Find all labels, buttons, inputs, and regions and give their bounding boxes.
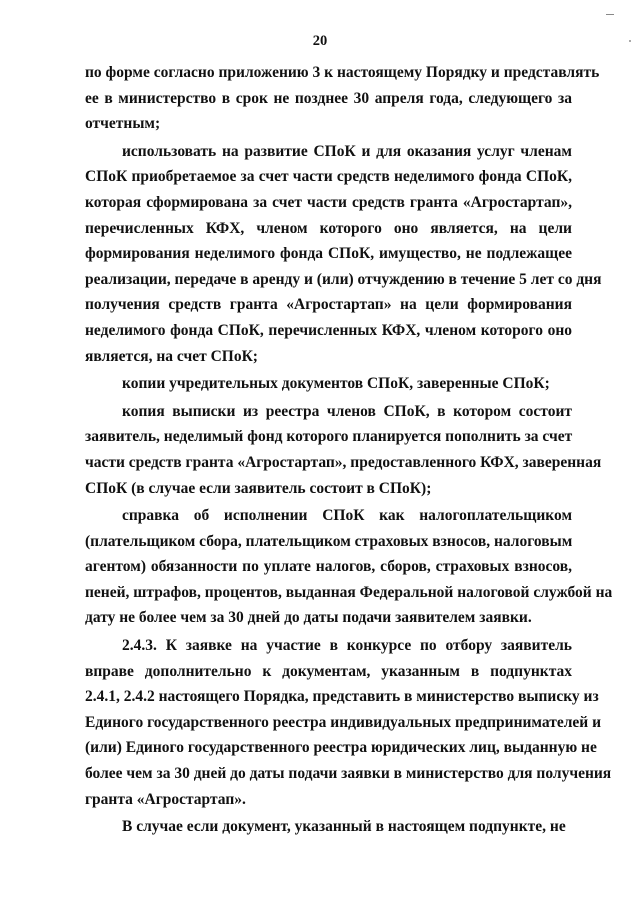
text-line: более чем за 30 дней до даты подачи заявки в министерство для получения	[85, 765, 612, 783]
text-line: является, на счет СПоК;	[85, 347, 258, 365]
paragraph	[85, 139, 602, 369]
page-number: 20	[312, 33, 328, 49]
text-line: пеней, штрафов, процентов, выданная Федеральной налоговой службой на	[85, 583, 613, 601]
text-line: копия выписки из реестра членов СПоК, в котором состоит	[122, 402, 572, 420]
text-line: СПоК (в случае если заявитель состоит в СПоК);	[85, 479, 432, 497]
text-line: копии учредительных документов СПоК, заверенные СПоК;	[122, 375, 550, 393]
paragraph	[85, 399, 602, 501]
text-line: дату не более чем за 30 дней до даты подачи заявителем заявки.	[85, 609, 532, 627]
paragraph	[85, 60, 600, 137]
text-line: агентом) обязанности по уплате налогов, сборов, страховых взносов,	[85, 558, 572, 576]
text-line: которая сформирована за счет части средств гранта «Агростартап»,	[85, 193, 572, 211]
text-line: справка об исполнении СПоК как налогоплательщиком	[122, 507, 572, 525]
text-line: Единого государственного реестра индивидуальных предпринимателей и	[85, 713, 602, 731]
text-line: отчетным;	[85, 115, 161, 133]
text-line: ее в министерство в срок не позднее 30 апреля года, следующего за	[85, 89, 572, 107]
text-line: части средств гранта «Агростартап», предоставленного КФХ, заверенная	[85, 453, 602, 471]
text-line: перечисленных КФХ, членом которого оно является, на цели	[85, 219, 572, 237]
text-line: по форме согласно приложению 3 к настоящему Порядку и представлять	[85, 64, 600, 81]
text-line: СПоК приобретаемое за счет части средств неделимого фонда СПоК,	[85, 168, 572, 186]
paragraph	[85, 371, 572, 397]
document-body	[85, 60, 613, 842]
text-line: неделимого фонда СПоК, перечисленных КФХ, членом которого оно	[85, 321, 572, 339]
paragraph	[85, 814, 572, 840]
text-line: использовать на развитие СПоК и для оказания услуг членам	[122, 142, 572, 160]
text-line: вправе дополнительно к документам, указанным в подпунктах	[85, 662, 572, 680]
text-line: формирования неделимого фонда СПоК, имущество, не подлежащее	[85, 245, 572, 263]
scan-mark	[606, 14, 614, 15]
text-line: (плательщиком сбора, плательщиком страховых взносов, налоговым	[85, 532, 573, 550]
text-line: заявитель, неделимый фонд которого планируется пополнить за счет	[85, 428, 573, 446]
paragraph	[85, 503, 613, 631]
text-line: получения средств гранта «Агростартап» на цели формирования	[85, 296, 572, 314]
text-line: (или) Единого государственного реестра юридических лиц, выданную не	[85, 739, 597, 757]
text-line: В случае если документ, указанный в настоящем подпункте, не	[122, 818, 566, 836]
paragraph	[85, 633, 612, 812]
text-line: гранта «Агростартап».	[85, 790, 246, 808]
text-line: реализации, передаче в аренду и (или) отчуждению в течение 5 лет со дня	[85, 270, 602, 288]
text-line: 2.4.1, 2.4.2 настоящего Порядка, представить в министерство выписку из	[85, 688, 599, 706]
text-line: 2.4.3. К заявке на участие в конкурсе по отбору заявитель	[122, 637, 572, 655]
